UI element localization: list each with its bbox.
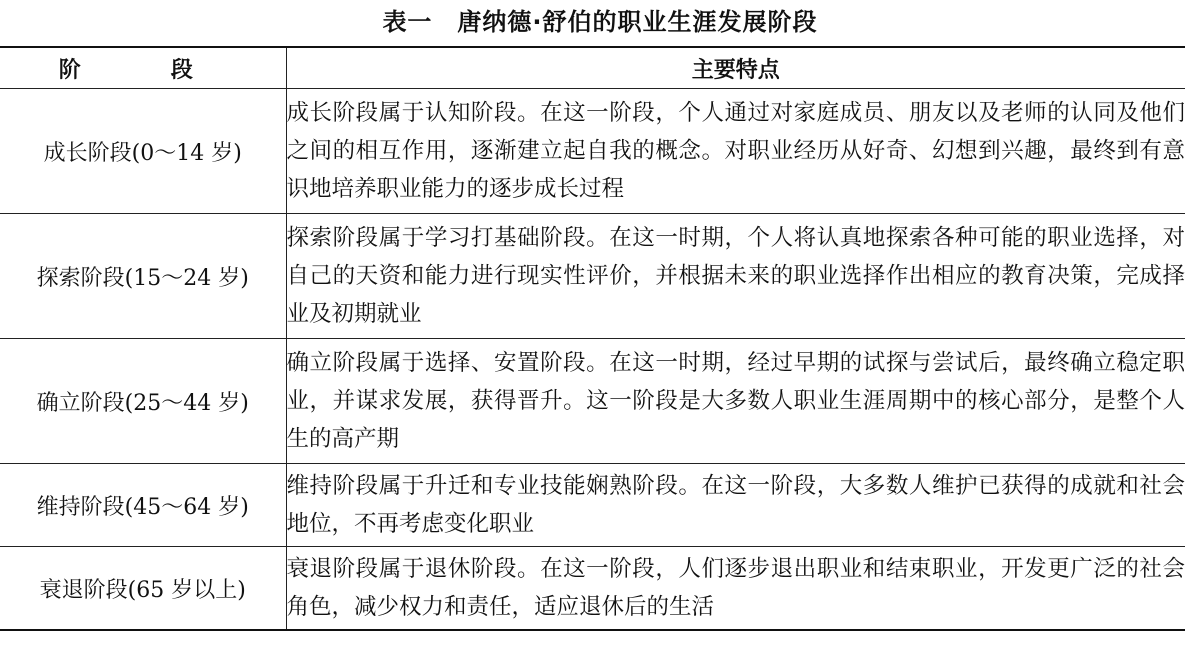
table-row	[0, 339, 1185, 464]
table-title: 表一 唐纳德·舒伯的职业生涯发展阶段	[382, 8, 818, 36]
features-cell: 衰退阶段属于退休阶段。在这一阶段，人们逐步退出职业和结束职业，开发更广泛的社会角色，减少权力和责任，适应退休后的生活	[286, 547, 1185, 631]
table-body	[0, 89, 1185, 631]
stage-cell: 探索阶段(15～24 岁)	[0, 214, 286, 339]
table-row	[0, 547, 1185, 631]
features-cell: 探索阶段属于学习打基础阶段。在这一时期，个人将认真地探索各种可能的职业选择，对自己的天资和能力进行现实性评价，并根据未来的职业选择作出相应的教育决策，完成择业及初期就业	[286, 214, 1185, 339]
header-stage: 阶 段	[0, 47, 286, 89]
table-row	[0, 89, 1185, 214]
stage-cell: 维持阶段(45～64 岁)	[0, 464, 286, 547]
table-row	[0, 464, 1185, 547]
features-cell: 成长阶段属于认知阶段。在这一阶段，个人通过对家庭成员、朋友以及老师的认同及他们之间的相互作用，逐渐建立起自我的概念。对职业经历从好奇、幻想到兴趣，最终到有意识地培养职业能力的逐步成长过程	[286, 89, 1185, 214]
table-header	[0, 47, 1185, 89]
stage-cell: 确立阶段(25～44 岁)	[0, 339, 286, 464]
career-stages-table	[0, 46, 1185, 631]
stage-cell: 成长阶段(0～14 岁)	[0, 89, 286, 214]
features-cell: 维持阶段属于升迁和专业技能娴熟阶段。在这一阶段，大多数人维护已获得的成就和社会地位，不再考虑变化职业	[286, 464, 1185, 547]
header-row	[0, 47, 1185, 89]
header-features: 主要特点	[286, 47, 1185, 89]
stage-cell: 衰退阶段(65 岁以上)	[0, 547, 286, 631]
table-row	[0, 214, 1185, 339]
features-cell: 确立阶段属于选择、安置阶段。在这一时期，经过早期的试探与尝试后，最终确立稳定职业，并谋求发展，获得晋升。这一阶段是大多数人职业生涯周期中的核心部分，是整个人生的高产期	[286, 339, 1185, 464]
